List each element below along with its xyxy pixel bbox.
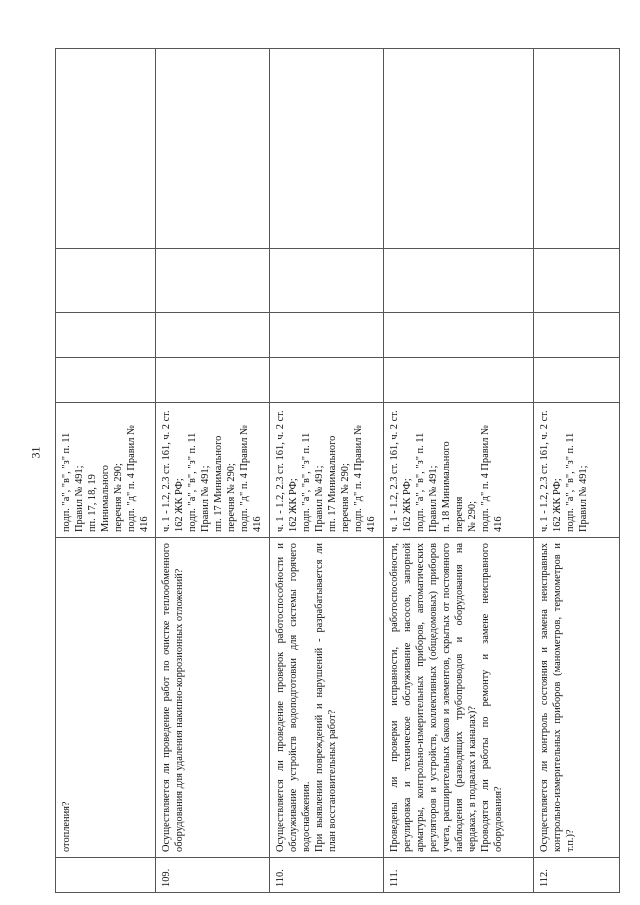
reference-line: Правил № 491; (314, 465, 325, 532)
reference-line: Правил № 491; (200, 465, 211, 532)
legal-reference-cell (534, 403, 620, 538)
answer-cell (56, 249, 156, 313)
reference-line: перечня № 290; (340, 463, 351, 532)
reference-line: подп. "д" п. 4 Правил № 416 (126, 425, 150, 532)
checklist-table (55, 48, 620, 893)
answer-cell (56, 49, 156, 249)
question-text: отопления? (61, 801, 72, 852)
answer-cell (156, 358, 270, 403)
reference-line: перечня № 290; (226, 463, 237, 532)
reference-line: подп. "а", "в", "з" п. 11 (301, 432, 312, 532)
answer-cell (384, 249, 534, 313)
table-row (384, 49, 534, 893)
reference-line: Правил № 491; (74, 465, 85, 532)
reference-line: подп. "а", "в", "з" п. 11 (187, 432, 198, 532)
answer-cell (270, 358, 384, 403)
reference-line: п. 18 Минимального перечня (441, 441, 465, 532)
question-text: Проводятся ли работы по ремонту и замене неисправного оборудования? (480, 543, 504, 852)
reference-line: 162 ЖК РФ; (174, 478, 185, 532)
reference-line: подп. "д" п. 4 Правил № 416 (480, 425, 504, 532)
legal-reference-cell (156, 403, 270, 538)
answer-cell (534, 358, 620, 403)
reference-line: ч. 1 - 1.2, 2.3 ст. 161, ч. 2 ст. (275, 410, 286, 532)
page-number: 31 (28, 446, 43, 459)
answer-cell (156, 249, 270, 313)
table-row (534, 49, 620, 893)
answer-cell (384, 358, 534, 403)
legal-reference-cell (384, 403, 534, 538)
answer-cell (534, 49, 620, 249)
row-number: 112. (534, 858, 620, 893)
question-cell (384, 538, 534, 858)
question-text: Осуществляется ли контроль состояния и замена неисправных контрольно-измерительных приборов (манометров, термометров и т.п.)? (539, 543, 576, 852)
answer-cell (384, 49, 534, 249)
answer-cell (56, 313, 156, 358)
table-row (56, 49, 156, 893)
answer-cell (384, 313, 534, 358)
reference-line: ч. 1 - 1.2, 2.3 ст. 161, ч. 2 ст. (161, 410, 172, 532)
answer-cell (156, 49, 270, 249)
answer-cell (534, 313, 620, 358)
reference-line: пп. 17, 18, 19 Минимального (87, 464, 111, 532)
reference-line: ч. 1 - 1.2, 2.3 ст. 161, ч. 2 ст. (539, 410, 550, 532)
reference-line: 162 ЖК РФ; (552, 478, 563, 532)
reference-line: Правил № 491; (578, 465, 589, 532)
question-text: Проведены ли проверки исправности, работоспособности, регулировка и техническое обслуживание насосов, запорной арматуры, контрольно-измерительных приборов, автоматических регуляторов и устройств, коллективных (общедомовых) приборов учета, расширительных баков и элементов, скрытых от постоянного наблюдения (разводящих трубопроводов и оборудования на чердаках, в подвалах и каналах)? (389, 543, 478, 852)
reference-line: Правил № 491; (428, 465, 439, 532)
reference-line: перечня № 290; (113, 463, 124, 532)
reference-line: № 290; (467, 501, 478, 532)
table-row (270, 49, 384, 893)
answer-cell (156, 313, 270, 358)
question-cell (270, 538, 384, 858)
legal-reference-cell (56, 403, 156, 538)
reference-line: пп. 17 Минимального (327, 435, 338, 532)
question-text: Осуществляется ли проведение работ по очистке теплообменного оборудования для удаления накипно-коррозионных отложений? (161, 543, 185, 852)
answer-cell (56, 358, 156, 403)
answer-cell (534, 249, 620, 313)
row-number: 110. (270, 858, 384, 893)
question-cell (534, 538, 620, 858)
question-cell (56, 538, 156, 858)
reference-line: 162 ЖК РФ; (402, 478, 413, 532)
reference-line: 162 ЖК РФ; (288, 478, 299, 532)
answer-cell (270, 49, 384, 249)
reference-line: подп. "а", "в", "з" п. 11 (565, 432, 576, 532)
reference-line: подп. "д" п. 4 Правил № 416 (239, 425, 263, 532)
answer-cell (270, 313, 384, 358)
reference-line: пп. 17 Минимального (213, 435, 224, 532)
row-number (56, 858, 156, 893)
reference-line: подп. "д" п. 4 Правил № 416 (353, 425, 377, 532)
row-number: 109. (156, 858, 270, 893)
reference-line: подп. "а", "в", "з" п. 11 (61, 432, 72, 532)
reference-line: ч. 1 - 1.2, 2.3 ст. 161, ч. 2 ст. (389, 410, 400, 532)
answer-cell (270, 249, 384, 313)
question-cell (156, 538, 270, 858)
question-text: При выявлении повреждений и нарушений - разрабатывается ли план восстановительных работ? (314, 543, 338, 852)
legal-reference-cell (270, 403, 384, 538)
table-row (156, 49, 270, 893)
question-text: Осуществляется ли проведение проверок работоспособности и обслуживание устройств водоподготовки для системы горячего водоснабжения. (275, 543, 312, 852)
row-number: 111. (384, 858, 534, 893)
reference-line: подп. "а", "в", "з" п. 11 (415, 432, 426, 532)
